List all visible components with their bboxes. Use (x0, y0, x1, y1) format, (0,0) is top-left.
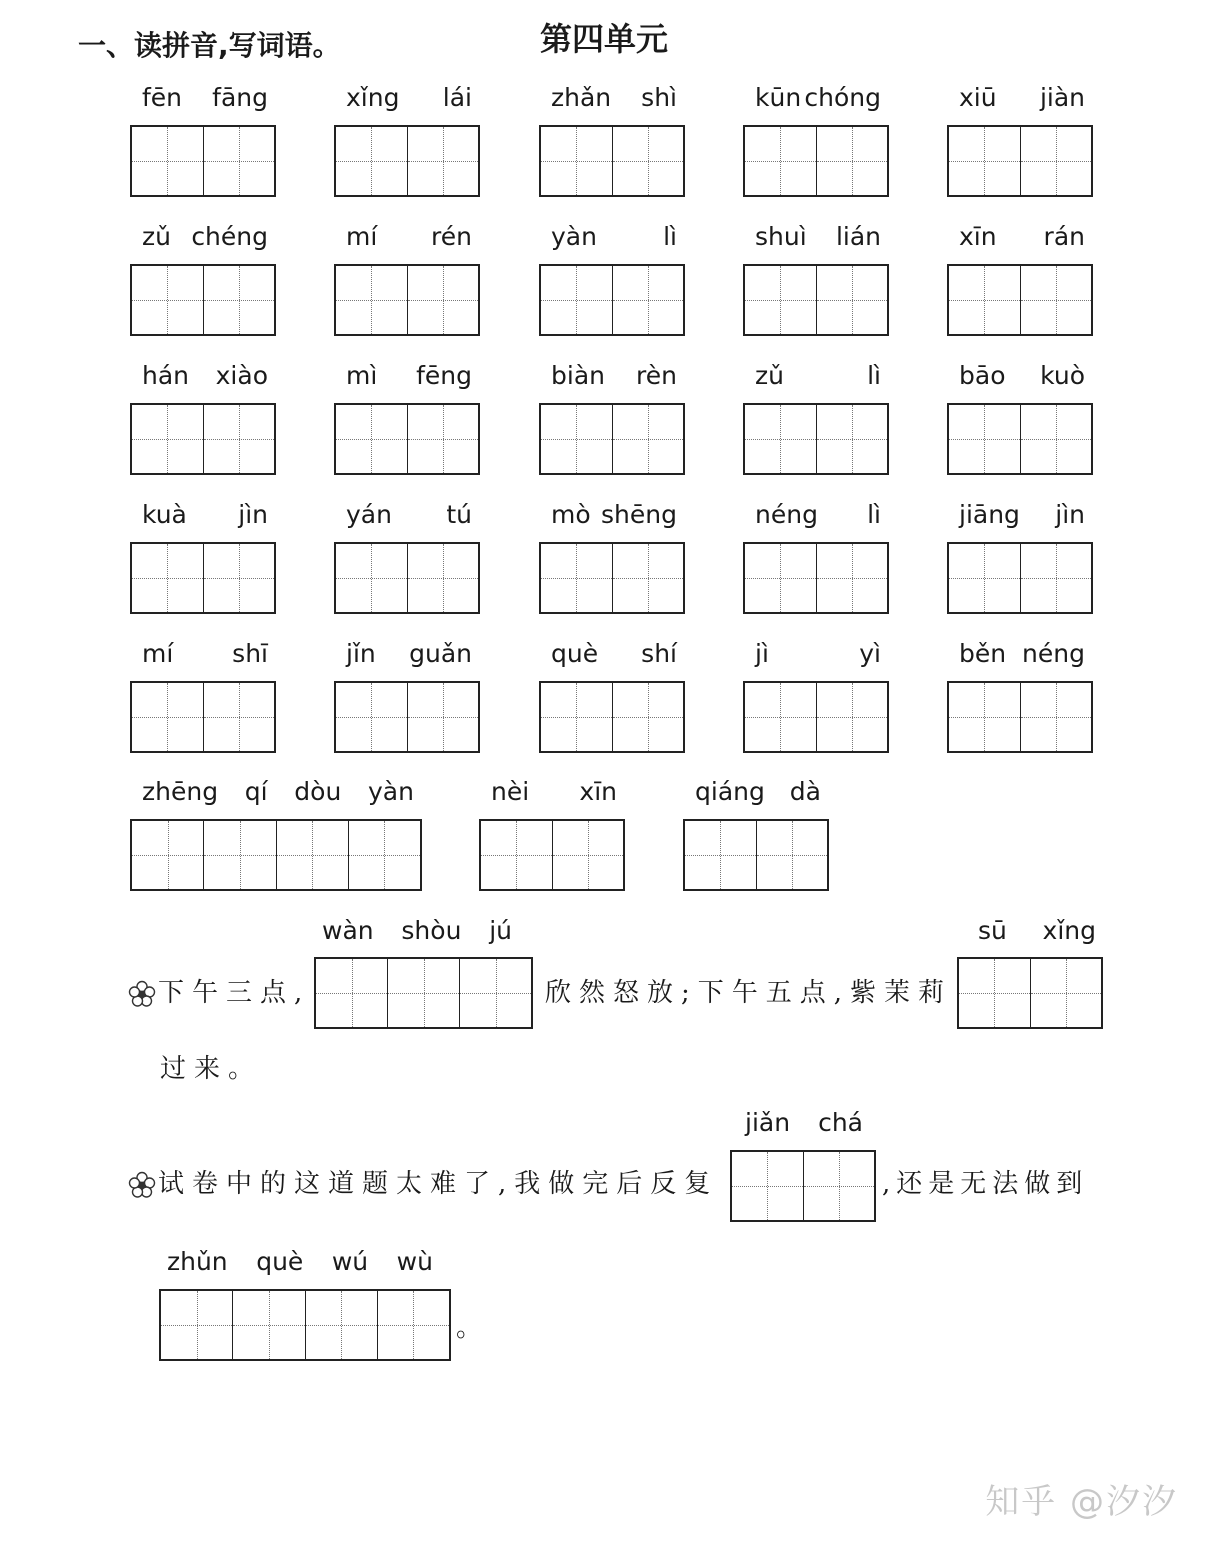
pinyin-syllable: wú (331, 1247, 369, 1276)
writing-cell[interactable] (949, 266, 1021, 334)
writing-cell[interactable] (132, 544, 204, 612)
answer-box[interactable] (957, 957, 1103, 1029)
answer-box[interactable] (947, 403, 1093, 475)
pinyin-row (142, 777, 414, 807)
writing-cell[interactable] (1021, 683, 1092, 751)
pinyin-syllable: rén (431, 222, 472, 251)
pinyin-syllable: jú (489, 916, 512, 945)
pinyin-syllable: rèn (636, 361, 677, 390)
pinyin-syllable: běn (959, 639, 1007, 668)
pinyin-syllable: mì (346, 361, 378, 390)
writing-cell[interactable] (553, 821, 624, 889)
answer-box[interactable] (947, 125, 1093, 197)
writing-cell[interactable] (204, 127, 275, 195)
writing-cell[interactable] (745, 683, 817, 751)
pinyin-row (978, 916, 1096, 946)
pinyin-syllable: què (551, 639, 599, 668)
pinyin-syllable: jiàn (1039, 83, 1085, 112)
pinyin-syllable: hán (142, 361, 190, 390)
pinyin-syllable: nèi (491, 777, 530, 806)
pinyin-row (322, 916, 512, 946)
answer-box[interactable] (947, 681, 1093, 753)
writing-cell[interactable] (204, 821, 276, 889)
pinyin-syllable: fēng (416, 361, 472, 390)
answer-box[interactable] (130, 125, 276, 197)
pinyin-row (959, 639, 1085, 669)
writing-cell[interactable] (408, 127, 479, 195)
pinyin-syllable: lái (442, 83, 472, 112)
pinyin-row (551, 639, 677, 669)
writing-cell[interactable] (408, 544, 479, 612)
writing-cell[interactable] (949, 127, 1021, 195)
pinyin-syllable: wàn (322, 916, 374, 945)
pinyin-syllable: kuò (1040, 361, 1085, 390)
writing-cell[interactable] (336, 544, 408, 612)
sentence-text-part: 下午三点, (158, 978, 311, 1008)
sentence-text-part: ,还是无法做到 (882, 1169, 1089, 1199)
writing-cell[interactable] (132, 683, 204, 751)
pinyin-syllable: lì (867, 500, 881, 529)
pinyin-syllable: xǐng (1042, 916, 1096, 945)
writing-cell[interactable] (349, 821, 420, 889)
pinyin-syllable: chóng (804, 83, 881, 112)
answer-box[interactable] (539, 542, 685, 614)
pinyin-row (755, 361, 881, 391)
answer-box[interactable] (743, 403, 889, 475)
pinyin-row (142, 222, 268, 252)
pinyin-syllable: qí (244, 777, 268, 806)
writing-cell[interactable] (613, 683, 684, 751)
answer-box[interactable] (334, 403, 480, 475)
pinyin-syllable: shí (641, 639, 677, 668)
pinyin-row (755, 83, 881, 113)
writing-cell[interactable] (949, 544, 1021, 612)
answer-box[interactable] (479, 819, 625, 891)
pinyin-row (346, 639, 472, 669)
pinyin-syllable: biàn (551, 361, 605, 390)
writing-cell[interactable] (613, 266, 684, 334)
pinyin-syllable: xiū (959, 83, 997, 112)
pinyin-row (142, 83, 268, 113)
pinyin-row (167, 1247, 433, 1277)
pinyin-syllable: jìn (1055, 500, 1085, 529)
writing-cell[interactable] (204, 405, 275, 473)
answer-box[interactable] (947, 264, 1093, 336)
writing-cell[interactable] (757, 821, 828, 889)
sentence-2-start (128, 1168, 718, 1200)
pinyin-syllable: yàn (551, 222, 597, 251)
pinyin-syllable: shuì (755, 222, 807, 251)
sentence-1-start (128, 977, 310, 1009)
writing-cell[interactable] (1021, 405, 1092, 473)
writing-cell[interactable] (745, 266, 817, 334)
sentence-text-part: 欣然怒放;下午五点,紫茉莉 (545, 978, 953, 1008)
pinyin-row (959, 222, 1085, 252)
writing-cell[interactable] (408, 683, 479, 751)
pinyin-syllable: shī (232, 639, 268, 668)
writing-cell[interactable] (204, 683, 275, 751)
answer-box[interactable] (314, 957, 533, 1029)
pinyin-syllable: què (256, 1247, 304, 1276)
answer-box[interactable] (539, 264, 685, 336)
pinyin-syllable: guǎn (409, 639, 472, 668)
answer-box[interactable] (130, 542, 276, 614)
pinyin-syllable: zǔ (755, 361, 784, 390)
sentence-text-part: 。 (456, 1313, 491, 1343)
pinyin-syllable: xīn (959, 222, 997, 251)
pinyin-syllable: rán (1043, 222, 1085, 251)
writing-cell[interactable] (132, 266, 204, 334)
pinyin-row (346, 83, 472, 113)
pinyin-syllable: wù (396, 1247, 433, 1276)
pinyin-syllable: zǔ (142, 222, 171, 251)
unit-title: 第四单元 (539, 20, 668, 58)
sentence-1-end (160, 1053, 262, 1085)
pinyin-syllable: kūn (755, 83, 802, 112)
pinyin-syllable: yán (346, 500, 392, 529)
writing-cell[interactable] (685, 821, 757, 889)
answer-box[interactable] (334, 264, 480, 336)
pinyin-syllable: yàn (368, 777, 414, 806)
sentence-text-part: 试卷中的这道题太难了,我做完后反复 (158, 1169, 719, 1199)
pinyin-row (346, 361, 472, 391)
pinyin-row (551, 361, 677, 391)
pinyin-syllable: mí (346, 222, 378, 251)
pinyin-row (142, 500, 268, 530)
pinyin-syllable: lì (867, 361, 881, 390)
writing-cell[interactable] (408, 266, 479, 334)
pinyin-syllable: shēng (601, 500, 677, 529)
writing-cell[interactable] (949, 405, 1021, 473)
writing-cell[interactable] (336, 266, 408, 334)
pinyin-row (959, 500, 1085, 530)
writing-cell[interactable] (481, 821, 553, 889)
writing-cell[interactable] (817, 544, 888, 612)
answer-box[interactable] (130, 819, 422, 891)
pinyin-syllable: lì (663, 222, 677, 251)
pinyin-syllable: tú (446, 500, 472, 529)
writing-cell[interactable] (745, 544, 817, 612)
writing-cell[interactable] (817, 266, 888, 334)
pinyin-row (755, 500, 881, 530)
pinyin-row (959, 83, 1085, 113)
pinyin-syllable: zhēng (142, 777, 219, 806)
writing-cell[interactable] (204, 544, 275, 612)
writing-cell[interactable] (745, 405, 817, 473)
flower-icon (128, 1171, 156, 1199)
pinyin-syllable: jì (755, 639, 769, 668)
pinyin-syllable: néng (755, 500, 818, 529)
pinyin-row (695, 777, 821, 807)
pinyin-row (346, 500, 472, 530)
writing-cell[interactable] (613, 405, 684, 473)
pinyin-syllable: qiáng (695, 777, 765, 806)
answer-box[interactable] (130, 681, 276, 753)
pinyin-syllable: sū (978, 916, 1007, 945)
answer-box[interactable] (743, 264, 889, 336)
writing-cell[interactable] (132, 821, 204, 889)
answer-box[interactable] (730, 1150, 876, 1222)
writing-cell[interactable] (541, 266, 613, 334)
pinyin-syllable: lián (835, 222, 881, 251)
pinyin-syllable: zhǎn (551, 83, 612, 112)
pinyin-row (142, 639, 268, 669)
writing-cell[interactable] (541, 683, 613, 751)
pinyin-syllable: xīn (579, 777, 617, 806)
answer-box[interactable] (743, 125, 889, 197)
answer-box[interactable] (683, 819, 829, 891)
pinyin-syllable: jìn (238, 500, 268, 529)
writing-cell[interactable] (204, 266, 275, 334)
pinyin-syllable: fāng (212, 83, 268, 112)
answer-box[interactable] (334, 542, 480, 614)
writing-cell[interactable] (336, 683, 408, 751)
answer-box[interactable] (130, 264, 276, 336)
writing-cell[interactable] (817, 405, 888, 473)
writing-cell[interactable] (1021, 544, 1092, 612)
writing-cell[interactable] (613, 127, 684, 195)
pinyin-syllable: dòu (294, 777, 342, 806)
writing-cell[interactable] (817, 683, 888, 751)
flower-icon (128, 980, 156, 1008)
pinyin-row (346, 222, 472, 252)
pinyin-syllable: chéng (191, 222, 268, 251)
pinyin-syllable: bāo (959, 361, 1006, 390)
pinyin-syllable: shì (641, 83, 677, 112)
pinyin-syllable: néng (1022, 639, 1085, 668)
writing-cell[interactable] (1021, 127, 1092, 195)
answer-box[interactable] (539, 681, 685, 753)
pinyin-syllable: jǐn (346, 639, 376, 668)
pinyin-row (551, 500, 677, 530)
writing-cell[interactable] (336, 127, 408, 195)
writing-cell[interactable] (817, 127, 888, 195)
pinyin-syllable: jiāng (959, 500, 1020, 529)
pinyin-syllable: kuà (142, 500, 187, 529)
pinyin-syllable: xiào (215, 361, 268, 390)
writing-cell[interactable] (132, 127, 204, 195)
answer-box[interactable] (334, 681, 480, 753)
writing-cell[interactable] (408, 405, 479, 473)
sentence-1-middle (545, 977, 952, 1009)
answer-box[interactable] (159, 1289, 451, 1361)
pinyin-syllable: chá (818, 1108, 863, 1137)
pinyin-syllable: yì (859, 639, 881, 668)
answer-box[interactable] (947, 542, 1093, 614)
section-heading: 一、读拼音,写词语。 (78, 29, 341, 62)
pinyin-syllable: mò (551, 500, 591, 529)
writing-cell[interactable] (613, 544, 684, 612)
pinyin-syllable: fēn (142, 83, 183, 112)
writing-cell[interactable] (277, 821, 349, 889)
pinyin-row (142, 361, 268, 391)
sentence-2-middle (882, 1168, 1088, 1200)
answer-box[interactable] (743, 681, 889, 753)
pinyin-row (755, 639, 881, 669)
pinyin-syllable: shòu (401, 916, 462, 945)
writing-cell[interactable] (541, 544, 613, 612)
writing-cell[interactable] (336, 405, 408, 473)
pinyin-syllable: jiǎn (745, 1108, 791, 1137)
watermark: 知乎 @汐汐 (985, 1482, 1178, 1522)
answer-box[interactable] (539, 125, 685, 197)
pinyin-syllable: mí (142, 639, 174, 668)
pinyin-syllable: xǐng (346, 83, 400, 112)
pinyin-row (551, 83, 677, 113)
pinyin-syllable: zhǔn (167, 1247, 228, 1276)
writing-cell[interactable] (541, 405, 613, 473)
pinyin-row (491, 777, 617, 807)
answer-box[interactable] (334, 125, 480, 197)
answer-box[interactable] (743, 542, 889, 614)
writing-cell[interactable] (949, 683, 1021, 751)
writing-cell[interactable] (745, 127, 817, 195)
sentence-text-part: 过来。 (160, 1054, 263, 1084)
writing-cell[interactable] (541, 127, 613, 195)
answer-box[interactable] (130, 403, 276, 475)
answer-box[interactable] (539, 403, 685, 475)
pinyin-row (959, 361, 1085, 391)
pinyin-row (745, 1108, 863, 1138)
writing-cell[interactable] (1021, 266, 1092, 334)
pinyin-syllable: dà (789, 777, 821, 806)
writing-cell[interactable] (132, 405, 204, 473)
pinyin-row (755, 222, 881, 252)
pinyin-row (551, 222, 677, 252)
sentence-2-end (456, 1312, 490, 1344)
